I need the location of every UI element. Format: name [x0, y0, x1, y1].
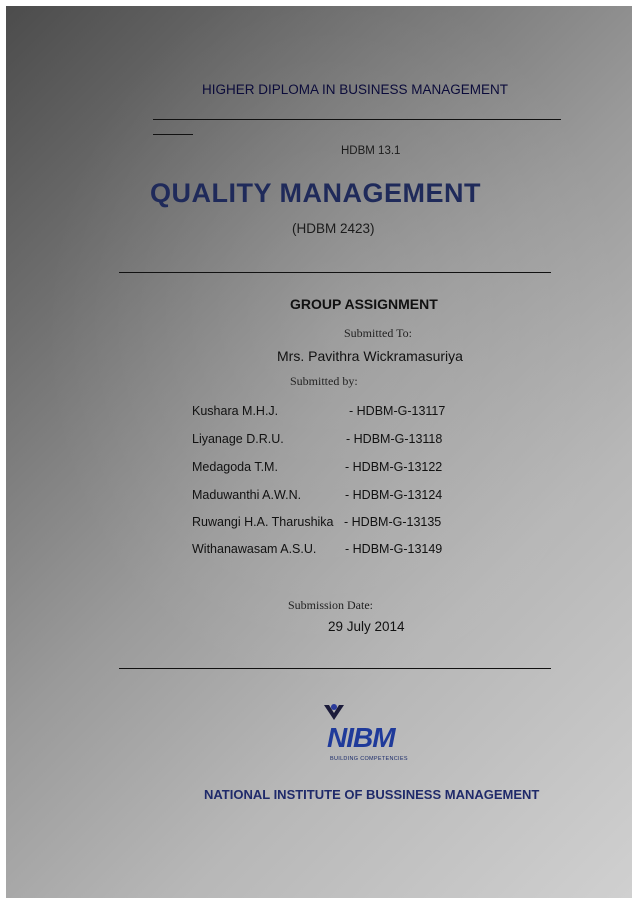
member-id: - HDBM-G-13117	[349, 404, 446, 418]
submission-date: 29 July 2014	[328, 619, 405, 634]
header-underline-continuation	[153, 134, 193, 135]
logo-tagline: BUILDING COMPETENCIES	[330, 756, 408, 762]
divider-top	[119, 272, 551, 273]
member-name: Withanawasam A.S.U.	[192, 542, 317, 556]
header-underline	[153, 119, 561, 120]
institute-name: NATIONAL INSTITUTE OF BUSSINESS MANAGEMENT	[204, 787, 540, 802]
member-name: Ruwangi H.A. Tharushika	[192, 515, 334, 529]
member-id: - HDBM-G-13122	[345, 460, 443, 474]
member-name: Kushara M.H.J.	[192, 404, 279, 418]
submission-date-label: Submission Date:	[288, 598, 374, 612]
member-id: - HDBM-G-13135	[344, 515, 442, 529]
programme-title: HIGHER DIPLOMA IN BUSINESS MANAGEMENT	[202, 82, 509, 97]
module-code: (HDBM 2423)	[292, 221, 375, 236]
submitted-by-label: Submitted by:	[290, 374, 358, 388]
assignment-type: GROUP ASSIGNMENT	[290, 296, 438, 312]
member-name: Medagoda T.M.	[192, 460, 278, 474]
submitted-to-label: Submitted To:	[344, 326, 412, 340]
member-name: Maduwanthi A.W.N.	[192, 488, 302, 502]
lecturer-name: Mrs. Pavithra Wickramasuriya	[277, 348, 463, 364]
document-title: QUALITY MANAGEMENT	[150, 178, 481, 208]
nibm-logo	[319, 702, 429, 764]
member-id: - HDBM-G-13149	[345, 542, 443, 556]
divider-bottom	[119, 668, 551, 669]
member-id: - HDBM-G-13118	[346, 432, 443, 446]
member-name: Liyanage D.R.U.	[192, 432, 284, 446]
logo-wordmark: NIBM	[327, 722, 395, 753]
member-id: - HDBM-G-13124	[345, 488, 443, 502]
batch-code: HDBM 13.1	[341, 145, 401, 157]
logo-emblem-icon	[322, 702, 346, 722]
cover-page	[6, 6, 632, 898]
